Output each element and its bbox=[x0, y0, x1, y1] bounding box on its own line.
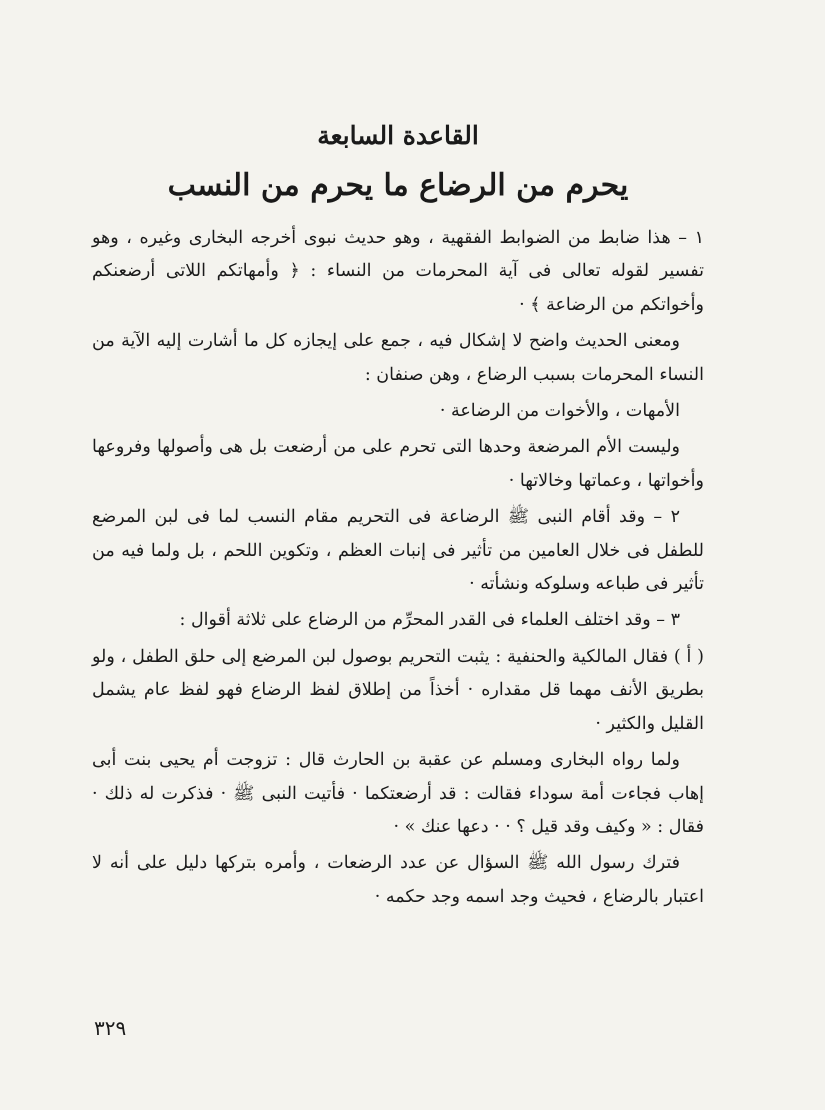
paragraph-1: ١ – هذا ضابط من الضوابط الفقهية ، وهو حديث نبوى أخرجه البخارى وغيره ، وهو تفسير لقوله تعالى فى آية المحرمات من النساء : ﴿ وأمهاتكم اللاتى أرضعنكم وأخواتكم من الرضاعة ﴾ · bbox=[92, 228, 704, 315]
rule-subtitle: يحرم من الرضاع ما يحرم من النسب bbox=[167, 168, 629, 203]
paragraph-4: وليست الأم المرضعة وحدها التى تحرم على من أرضعت بل هى وأصولها وفروعها وأخواتها ، وعماتها وخالاتها · bbox=[92, 437, 704, 491]
rule-title: القاعدة السابعة bbox=[317, 121, 479, 150]
paragraph-9: فترك رسول الله ﷺ السؤال عن عدد الرضعات ، وأمره بتركها دليل على أنه لا اعتبار بالرضاع ، فحيث وجد اسمه وجد حكمه · bbox=[92, 853, 704, 907]
paragraph-5: ٢ – وقد أقام النبى ﷺ الرضاعة فى التحريم مقام النسب لما فى لبن المرضع للطفل فى خلال العامين من تأثير فى إنبات العظم ، وتكوين اللحم ، بل ولما فيه من تأثير فى طباعه وسلوكه ونشأته · bbox=[92, 507, 704, 595]
page-number: ٣٢٩ bbox=[94, 1016, 127, 1040]
paragraph-7: ( أ ) فقال المالكية والحنفية : يثبت التحريم بوصول لبن المرضع إلى حلق الطفل ، ولو بطريق الأنف مهما قل مقداره · أخذاً من إطلاق لفظ الرضاع فهو لفظ عام يشمل القليل والكثير · bbox=[92, 646, 704, 734]
paragraph-3: الأمهات ، والأخوات من الرضاعة · bbox=[439, 401, 680, 422]
paragraph-8: ولما رواه البخارى ومسلم عن عقبة بن الحارث قال : تزوجت أم يحيى بنت أبى إهاب فجاءت أمة سوداء فقالت : قد أرضعتكما · فأتيت النبى ﷺ · فذكرت له ذلك · فقال : « وكيف وقد قيل ؟ · · دعها عنك » · bbox=[92, 750, 704, 837]
paragraph-2: ومعنى الحديث واضح لا إشكال فيه ، جمع على إيجازه كل ما أشارت إليه الآية من النساء المحرمات بسبب الرضاع ، وهن صنفان : bbox=[92, 331, 704, 385]
page-body bbox=[92, 118, 704, 917]
paragraph-6: ٣ – وقد اختلف العلماء فى القدر المحرِّم من الرضاع على ثلاثة أقوال : bbox=[179, 610, 680, 631]
